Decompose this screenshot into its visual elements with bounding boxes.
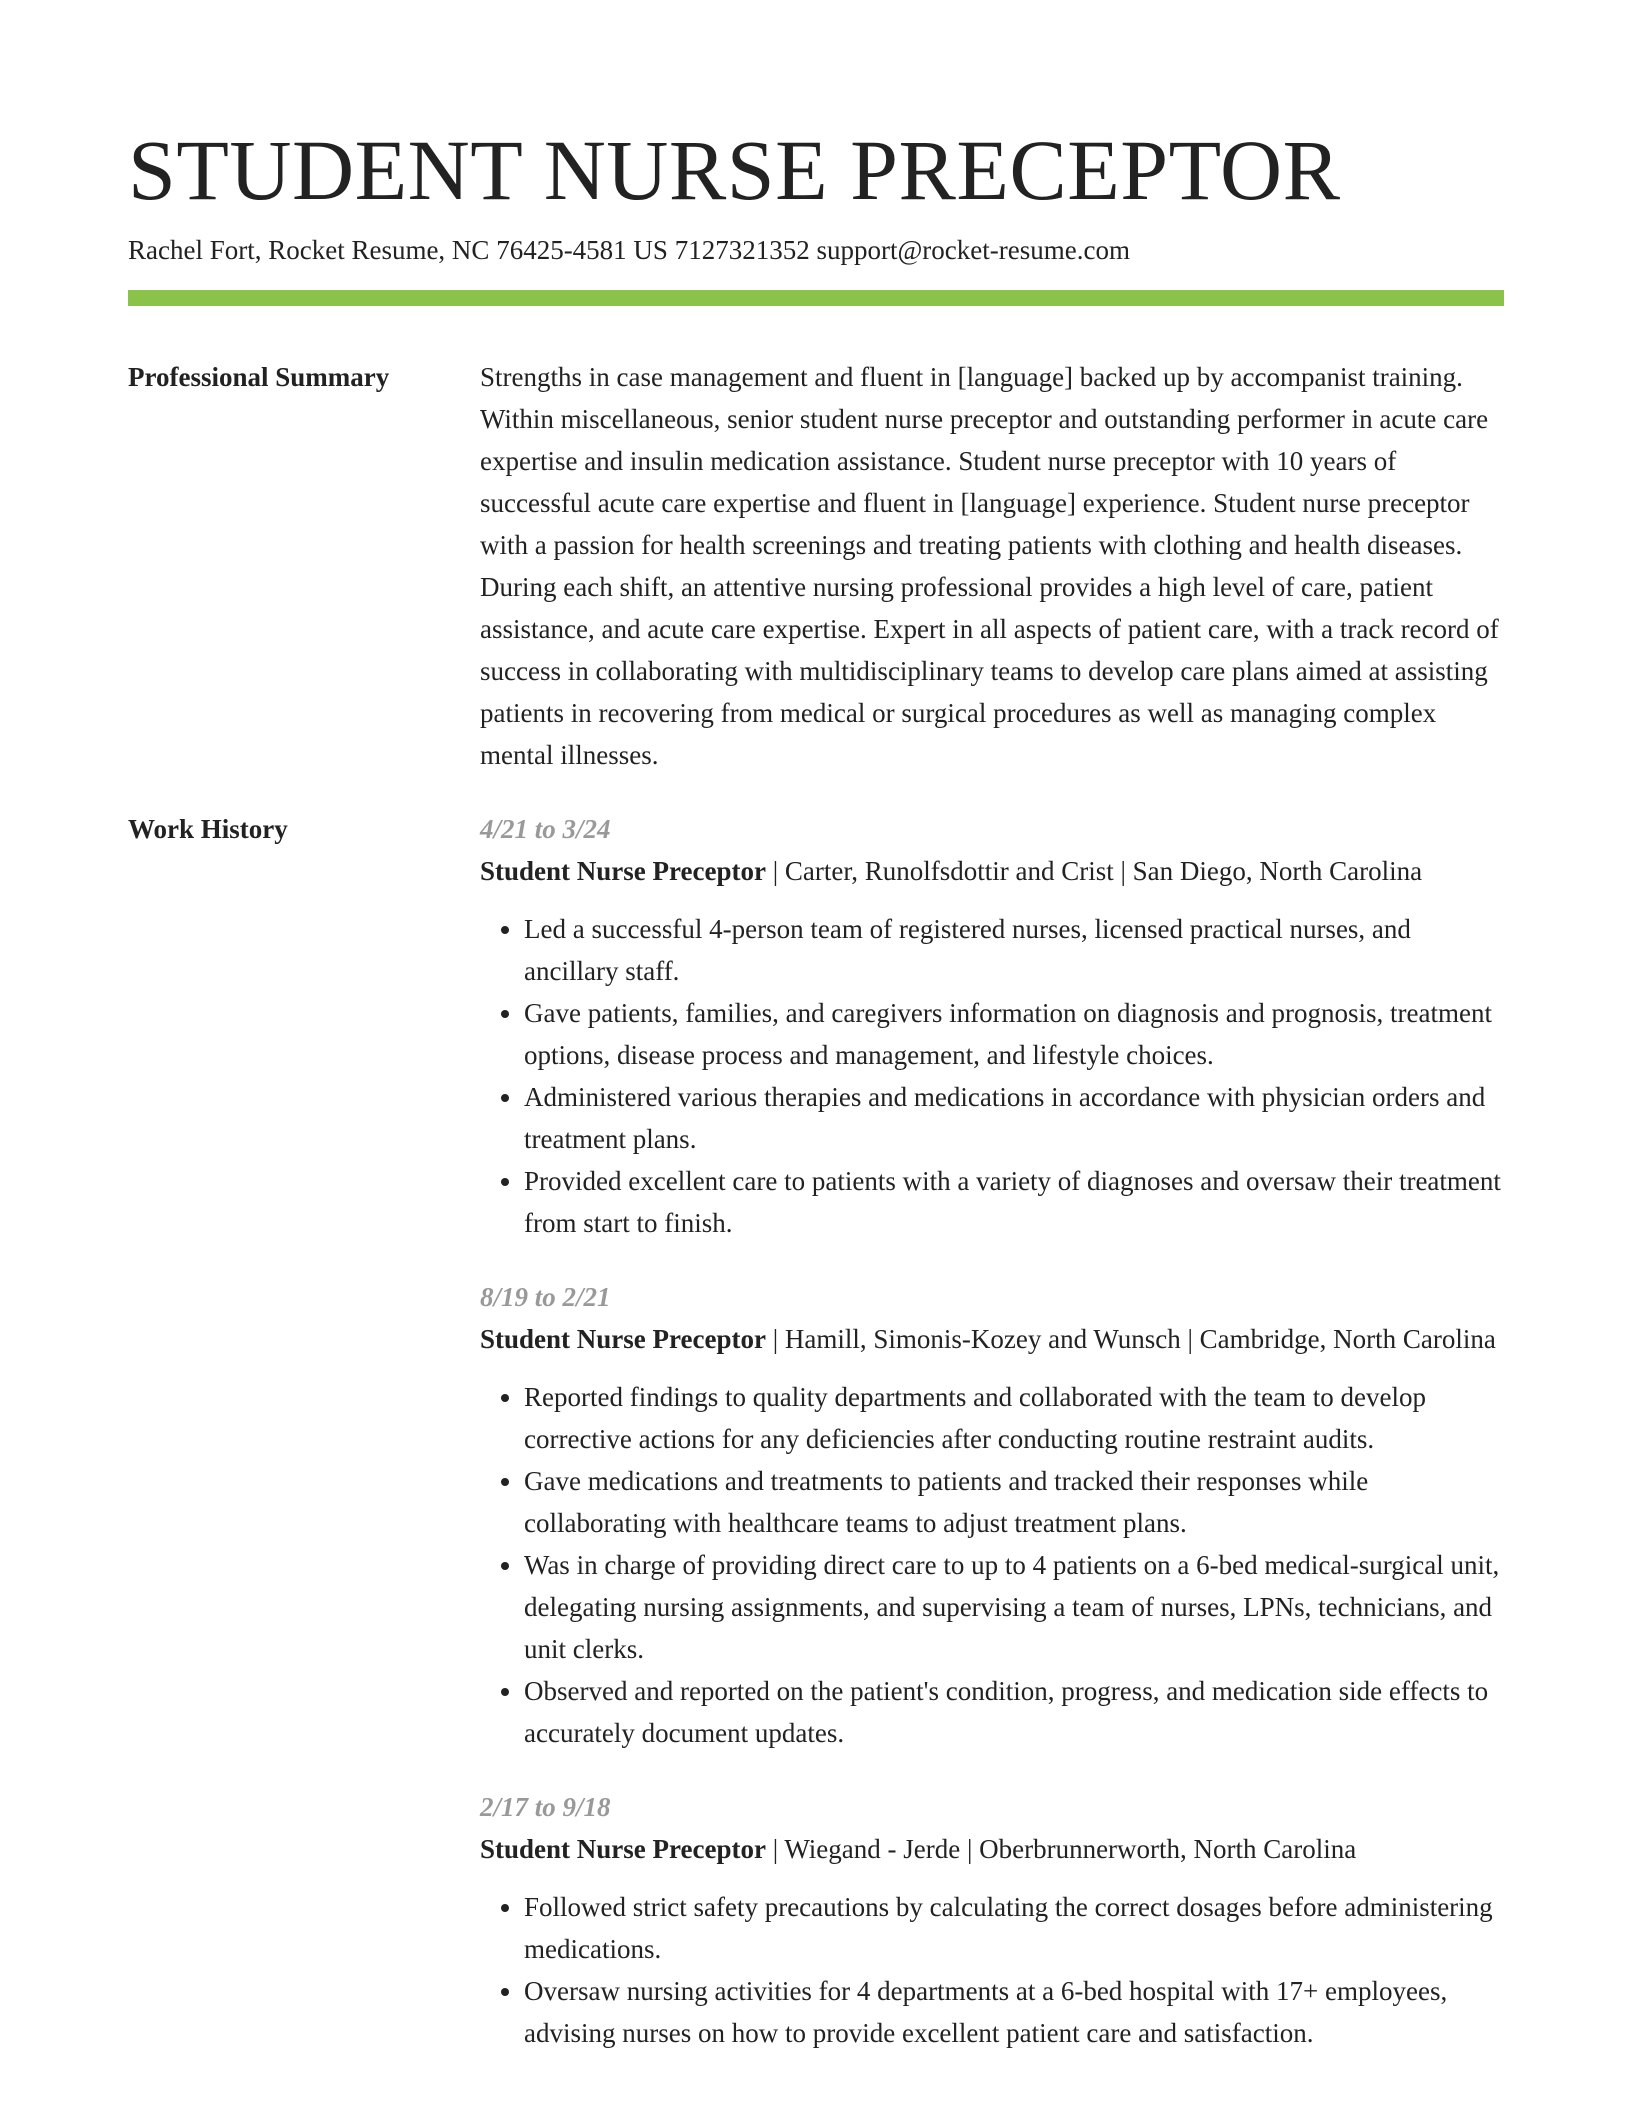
summary-section (128, 356, 1504, 776)
job-bullet: • Administered various therapies and medications in accordance with physician orders and treatment plans. (524, 1076, 1504, 1160)
resume-page (128, 118, 1504, 2086)
job-bullet: • Observed and reported on the patient's condition, progress, and medication side effects to accurately document updates. (524, 1670, 1504, 1754)
summary-heading: Professional Summary (128, 362, 390, 392)
job-bullet: • Was in charge of providing direct care to up to 4 patients on a 6-bed medical-surgical unit, delegating nursing assignments, and supervising a team of nurses, LPNs, technicians, and unit clerks. (524, 1544, 1504, 1670)
summary-text: Strengths in case management and fluent in [language] backed up by accompanist training. Within miscellaneous, senior student nurse preceptor and outstanding performer in acute care expertise and insulin medication assistance. Student nurse preceptor with 10 years of successful acute care expertise and fluent in [language] experience. Student nurse preceptor with a passion for health screenings and treating patients with clothing and health diseases. During each shift, an attentive nursing professional provides a high level of care, patient assistance, and acute care expertise. Expert in all aspects of patient care, with a track record of success in collaborating with multidisciplinary teams to develop care plans aimed at assisting patients in recovering from medical or surgical procedures as well as managing complex mental illnesses. (480, 362, 1499, 770)
job-bullet: • Reported findings to quality departments and collaborated with the team to develop corrective actions for any deficiencies after conducting routine restraint audits. (524, 1376, 1504, 1460)
job-bullet: • Gave patients, families, and caregivers information on diagnosis and prognosis, treatment options, disease process and management, and lifestyle choices. (524, 992, 1504, 1076)
job-entry (480, 1276, 1504, 1754)
resume-title: STUDENT NURSE PRECEPTOR (128, 122, 1341, 218)
job-title: Student Nurse Preceptor (480, 1324, 766, 1354)
job-employer-location: | Hamill, Simonis-Kozey and Wunsch | Cambridge, North Carolina (765, 1324, 1496, 1354)
job-dates: 4/21 to 3/24 (480, 814, 611, 844)
job-bullet-list (480, 908, 1504, 1244)
job-bullet: • Oversaw nursing activities for 4 departments at a 6-bed hospital with 17+ employees, advising nurses on how to provide excellent patient care and satisfaction. (524, 1970, 1504, 2054)
job-bullet-list (480, 1886, 1504, 2054)
job-bullet: • Led a successful 4-person team of registered nurses, licensed practical nurses, and ancillary staff. (524, 908, 1504, 992)
job-bullet: • Followed strict safety precautions by calculating the correct dosages before administering medications. (524, 1886, 1504, 1970)
job-bullet-list (480, 1376, 1504, 1754)
job-bullet: • Provided excellent care to patients with a variety of diagnoses and oversaw their treatment from start to finish. (524, 1160, 1504, 1244)
job-employer-location: | Carter, Runolfsdottir and Crist | San Diego, North Carolina (765, 856, 1423, 886)
job-dates: 8/19 to 2/21 (480, 1282, 611, 1312)
job-entry (480, 808, 1504, 1244)
job-entry (480, 1786, 1504, 2054)
job-title: Student Nurse Preceptor (480, 856, 766, 886)
contact-line: Rachel Fort, Rocket Resume, NC 76425-4581 US 7127321352 support@rocket-resume.com (128, 235, 1130, 265)
job-dates: 2/17 to 9/18 (480, 1792, 611, 1822)
summary-body (480, 356, 1504, 776)
job-bullet: • Gave medications and treatments to patients and tracked their responses while collaborating with healthcare teams to adjust treatment plans. (524, 1460, 1504, 1544)
work-history-section (128, 808, 1504, 2086)
job-employer-location: | Wiegand - Jerde | Oberbrunnerworth, North Carolina (765, 1834, 1357, 1864)
accent-divider (128, 290, 1504, 306)
job-heading (480, 1318, 1504, 1360)
job-heading (480, 1828, 1504, 1870)
work-history-heading: Work History (128, 814, 288, 844)
job-title: Student Nurse Preceptor (480, 1834, 766, 1864)
job-heading (480, 850, 1504, 892)
work-history-body (480, 808, 1504, 2086)
